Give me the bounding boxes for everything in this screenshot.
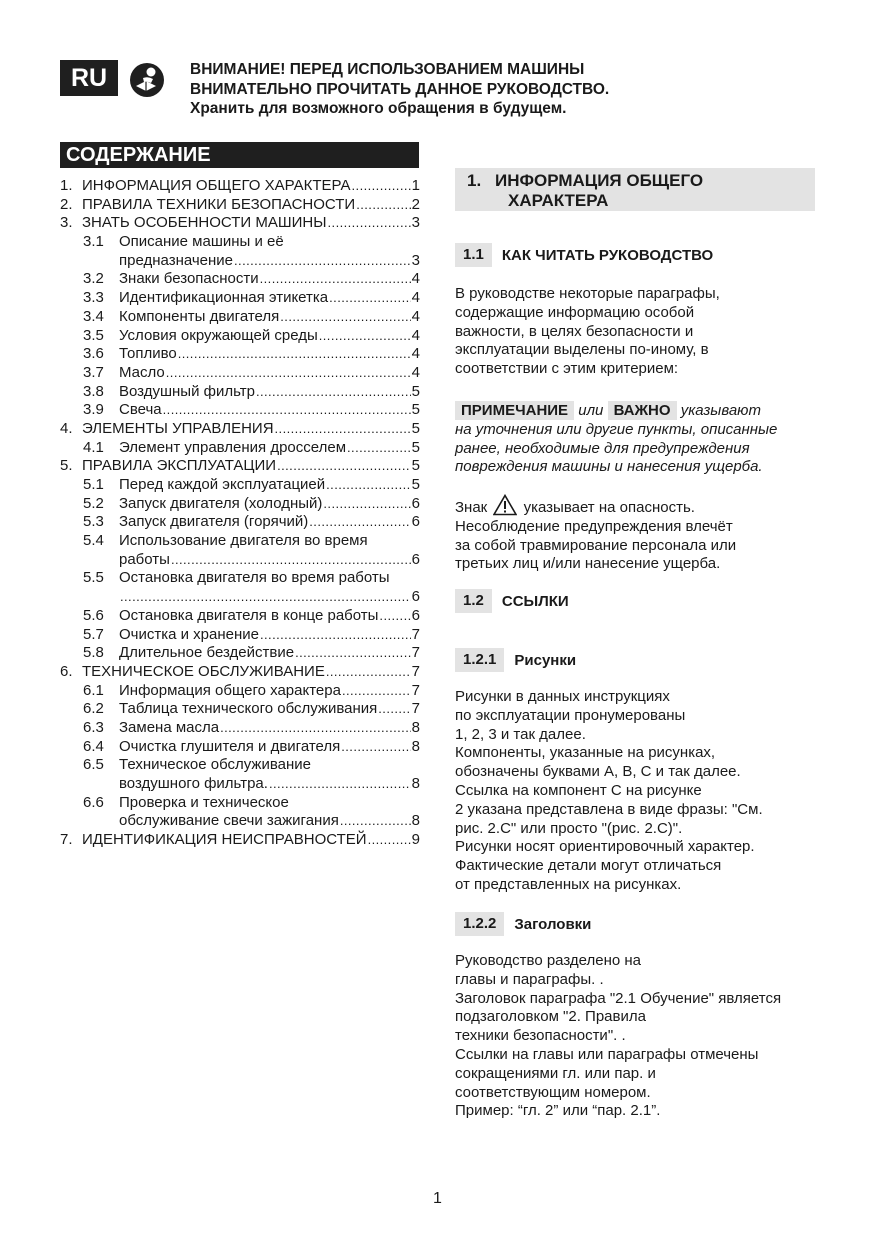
toc-leader-dots [328,214,411,233]
toc-entry-page: 8 [411,812,420,830]
toc-entry-title: ИНФОРМАЦИЯ ОБЩЕГО ХАРАКТЕРА [82,177,351,194]
toc-entry-number: 3.6 [83,345,104,363]
toc-entry-title-cont: воздушного фильтра. [119,775,268,792]
toc-leader-dots [319,327,411,346]
toc-entry-continuation [60,588,420,607]
toc-leader-dots [163,401,411,420]
toc-leader-dots [260,626,411,645]
toc-leader-dots [379,607,410,626]
toc-leader-dots [295,644,411,663]
toc-entry-page: 3 [411,251,420,269]
toc-entry-number: 3.3 [83,289,104,307]
read-manual-icon [129,62,165,98]
s122-paragraph [455,952,820,1121]
toc-entry-continuation [60,252,420,271]
table-of-contents [60,177,420,850]
text-line: соответствии с этим критерием: [455,360,679,378]
toc-leader-dots [368,831,411,850]
toc-entry-title: Компоненты двигателя [119,307,280,325]
toc-entry-page: 6 [411,494,420,512]
subsection-1-2-1-heading [455,648,576,672]
toc-leader-dots [120,588,411,607]
text-line: повреждения машины и нанесения ущерба. [455,458,763,476]
toc-entry-title: ЗНАТЬ ОСОБЕННОСТИ МАШИНЫ [82,214,327,232]
toc-entry-title: ИДЕНТИФИКАЦИЯ НЕИСПРАВНОСТЕЙ [82,831,367,849]
text-line: обозначены буквами А, В, С и так далее. [455,763,741,781]
toc-entry-page: 4 [411,326,420,344]
toc-entry-title: Остановка двигателя в конце работы [119,606,379,624]
section-1-number: 1. [467,171,482,190]
subsection-1-2-heading [455,589,569,613]
toc-entry-page: 6 [411,513,420,531]
toc-entry-title: ТЕХНИЧЕСКОЕ ОБСЛУЖИВАНИЕ [82,662,325,680]
toc-entry-number: 7. [60,831,73,849]
toc-entry [60,270,420,289]
toc-entry [60,607,420,626]
text-line: 2 указана представлена в виде фразы: "См. [455,800,763,818]
toc-entry-page: 7 [411,625,420,643]
toc-entry-page: 7 [411,662,420,680]
toc-entry-title: Использование двигателя во время [119,532,368,550]
text-line: Фактические детали могут отличаться [455,857,722,875]
toc-entry-number: 3.7 [83,363,104,381]
toc-entry-number: 6.4 [83,737,104,755]
toc-entry [60,831,420,850]
toc-entry-title: Таблица технического обслуживания [119,700,378,718]
toc-entry [60,401,420,420]
toc-entry-title-cont: предназначение [119,251,234,269]
toc-entry-number: 5.1 [83,476,104,493]
warning-paragraph [455,494,820,574]
toc-entry-number: 3.8 [83,382,104,400]
toc-leader-dots [220,719,411,738]
subsection-number: 1.2 [455,589,492,613]
toc-entry-title: Длительное бездействие [119,644,295,662]
toc-entry-number: 3. [60,214,73,232]
toc-entry-title: Проверка и техническое [119,793,289,811]
toc-entry [60,233,420,252]
toc-entry-page: 4 [411,363,420,381]
toc-entry [60,700,420,719]
toc-entry-number: 5.4 [83,532,104,550]
toc-leader-dots [329,289,411,308]
text-line: Несоблюдение предупреждения влечёт [455,517,733,535]
toc-entry-title: ПРАВИЛА ЭКСПЛУАТАЦИИ [82,457,277,475]
toc-entry-title: Воздушный фильтр [119,382,255,400]
s11-paragraph [455,285,820,379]
toc-entry-continuation [60,775,420,794]
text-line: сокращениями гл. или пар. и [455,1064,656,1082]
toc-entry [60,177,420,196]
toc-entry-page: 6 [411,588,420,606]
toc-entry [60,756,420,775]
header-line-2: ВНИМАТЕЛЬНО ПРОЧИТАТЬ ДАННОЕ РУКОВОДСТВО. [190,80,610,98]
text-line: рис. 2.С" или просто "(рис. 2.С)". [455,819,683,837]
toc-leader-dots [356,196,410,215]
toc-entry-number: 3.1 [83,233,104,251]
toc-entry [60,383,420,402]
toc-entry-title: Описание машины и её [119,233,284,251]
text-line: Рисунки носят ориентировочный характер. [455,838,755,856]
toc-leader-dots [166,364,411,383]
toc-entry-number: 6.2 [83,700,104,718]
toc-leader-dots [347,439,411,458]
toc-entry [60,289,420,308]
subsection-title: Рисунки [514,651,577,669]
text-line: Заголовок параграфа "2.1 Обучение" является [455,989,782,1007]
toc-entry-number: 5.7 [83,625,104,643]
toc-entry-title: Остановка двигателя во время работы [119,569,390,587]
toc-leader-dots [326,476,411,495]
toc-entry-title: ПРАВИЛА ТЕХНИКИ БЕЗОПАСНОСТИ [82,195,356,213]
toc-entry-title: Элемент управления дросселем [119,438,347,456]
toc-leader-dots [260,270,411,289]
text-line: подзаголовком "2. Правила [455,1008,646,1026]
toc-entry-page: 8 [411,737,420,755]
toc-leader-dots [171,551,411,570]
subsection-number: 1.2.1 [455,648,504,672]
text-line: Ссылка на компонент С на рисунке [455,781,702,799]
toc-entry-title: Запуск двигателя (горячий) [119,513,309,531]
toc-entry-number: 3.5 [83,326,104,344]
toc-entry-title: Топливо [119,345,177,363]
toc-entry-page: 8 [411,718,420,736]
toc-entry-continuation [60,812,420,831]
toc-entry [60,738,420,757]
subsection-1-1-heading [455,243,713,267]
toc-entry-page: 8 [411,775,420,792]
toc-entry-number: 6.1 [83,681,104,699]
toc-entry-page: 5 [411,457,420,475]
toc-entry-number: 1. [60,177,73,194]
toc-entry-page: 5 [411,476,420,493]
toc-entry [60,439,420,458]
toc-entry-number: 3.9 [83,401,104,419]
toc-entry-number: 6. [60,662,73,680]
toc-entry [60,644,420,663]
toc-entry [60,420,420,439]
header-line-3: Хранить для возможного обращения в будущем. [190,100,567,117]
toc-entry-page: 5 [411,419,420,437]
toc-entry-title: Информация общего характера [119,681,341,699]
page-number: 1 [433,1190,442,1207]
header-line-1: ВНИМАНИЕ! ПЕРЕД ИСПОЛЬЗОВАНИЕМ МАШИНЫ [190,61,585,78]
toc-entry-title-cont: обслуживание свечи зажигания [119,812,339,830]
toc-entry-number: 5.5 [83,569,104,587]
text-line: соответствующим номером. [455,1083,651,1101]
toc-entry-page: 9 [411,831,420,849]
section-1-heading [455,168,815,211]
text-line: Руководство разделено на [455,952,641,969]
toc-entry-page: 4 [411,345,420,363]
toc-leader-dots [234,252,411,271]
toc-entry-number: 6.3 [83,718,104,736]
text-line: Ссылки на главы или параграфы отмечены [455,1045,759,1063]
toc-title: СОДЕРЖАНИЕ [60,142,419,168]
toc-entry-page: 6 [411,550,420,568]
important-tag: ВАЖНО [608,401,677,420]
note-paragraph [455,402,825,477]
toc-entry-number: 6.5 [83,756,104,774]
toc-entry [60,345,420,364]
text-line: Пример: “гл. 2” или “пар. 2.1”. [455,1102,661,1120]
toc-leader-dots [277,457,411,476]
language-badge: RU [60,60,118,96]
subsection-1-2-2-heading [455,912,591,936]
toc-entry-number: 5.3 [83,513,104,531]
note-tag: ПРИМЕЧАНИЕ [455,401,574,420]
text-line: главы и параграфы. . [455,970,604,988]
toc-entry-number: 3.4 [83,307,104,325]
toc-entry-page: 7 [411,700,420,718]
toc-entry-number: 5. [60,457,73,475]
subsection-title: КАК ЧИТАТЬ РУКОВОДСТВО [501,246,714,264]
text-line: важности, в целях безопасности и [455,322,694,340]
toc-entry [60,196,420,215]
toc-leader-dots [275,420,411,439]
warning-triangle-icon [493,494,517,516]
note-text: указывают [680,402,761,419]
toc-leader-dots [323,495,410,514]
toc-leader-dots [352,177,411,196]
warning-prefix: Знак [455,499,488,516]
toc-entry [60,513,420,532]
text-line: третьих лиц и/или нанесение ущерба. [455,555,721,573]
toc-entry [60,364,420,383]
section-1-title-line-1: ИНФОРМАЦИЯ ОБЩЕГО [495,171,704,190]
toc-entry-page: 4 [411,307,420,325]
toc-entry-page: 7 [411,644,420,662]
toc-entry-title: Масло [119,363,165,381]
header-warning [190,60,609,119]
toc-entry-number: 6.6 [83,793,104,811]
text-line: техники безопасности". . [455,1027,626,1045]
toc-entry [60,569,420,588]
toc-entry-title: Запуск двигателя (холодный) [119,494,323,512]
toc-entry [60,719,420,738]
s121-paragraph [455,688,820,895]
toc-entry-number: 5.6 [83,606,104,624]
toc-entry-page: 5 [411,438,420,456]
toc-leader-dots [256,383,411,402]
text-line: Рисунки в данных инструкциях [455,688,670,705]
toc-entry-continuation [60,551,420,570]
toc-entry-page: 5 [411,401,420,419]
toc-leader-dots [378,700,410,719]
text-line: за собой травмирование персонала или [455,536,737,554]
toc-entry-page: 1 [411,177,420,194]
toc-entry-title: Очистка и хранение [119,625,259,643]
text-line: В руководстве некоторые параграфы, [455,285,720,302]
note-or: или [578,402,604,419]
subsection-number: 1.2.2 [455,912,504,936]
toc-entry-number: 2. [60,195,73,213]
toc-entry-number: 5.2 [83,494,104,512]
toc-leader-dots [309,513,410,532]
toc-entry-title: Условия окружающей среды [119,326,318,344]
toc-entry-page: 4 [411,270,420,288]
text-line: на уточнения или другие пункты, описанные [455,420,778,438]
toc-entry-title: Замена масла [119,718,220,736]
toc-entry [60,495,420,514]
toc-entry-page: 4 [411,289,420,307]
text-line: 1, 2, 3 и так далее. [455,725,586,743]
toc-entry [60,308,420,327]
toc-entry-page: 3 [411,214,420,232]
toc-entry-title: Идентификационная этикетка [119,289,329,307]
toc-leader-dots [340,812,411,831]
text-line: ранее, необходимые для предупреждения [455,439,750,457]
toc-entry-title: Очистка глушителя и двигателя [119,737,341,755]
toc-entry [60,532,420,551]
toc-entry-title: Знаки безопасности [119,270,259,288]
toc-entry [60,682,420,701]
toc-entry-page: 2 [411,195,420,213]
text-line: от представленных на рисунках. [455,875,682,893]
toc-leader-dots [178,345,411,364]
section-1-title-line-2: ХАРАКТЕРА [508,191,609,210]
text-line: по эксплуатации пронумерованы [455,706,686,724]
toc-entry-title: ЭЛЕМЕНТЫ УПРАВЛЕНИЯ [82,419,274,437]
toc-entry-page: 7 [411,681,420,699]
toc-entry-page: 5 [411,382,420,400]
warning-text: указывает на опасность. [523,499,695,516]
toc-entry [60,626,420,645]
text-line: эксплуатации выделены по-иному, в [455,341,709,359]
toc-entry-number: 4.1 [83,438,104,456]
toc-entry [60,794,420,813]
toc-entry-title-cont: работы [119,550,170,568]
toc-entry-page: 6 [411,606,420,624]
toc-entry-title: Техническое обслуживание [119,756,311,774]
toc-entry-title: Свеча [119,401,162,419]
toc-leader-dots [342,682,411,701]
toc-entry-number: 3.2 [83,270,104,288]
text-line: Компоненты, указанные на рисунках, [455,744,716,762]
text-line: содержащие информацию особой [455,303,695,321]
toc-leader-dots [326,663,411,682]
toc-entry [60,327,420,346]
toc-leader-dots [280,308,410,327]
subsection-title: Заголовки [514,915,592,933]
subsection-title: ССЫЛКИ [501,592,569,610]
toc-leader-dots [269,775,411,794]
subsection-number: 1.1 [455,243,492,267]
toc-entry [60,457,420,476]
toc-entry [60,476,420,495]
toc-entry-number: 4. [60,419,73,437]
toc-entry [60,214,420,233]
toc-entry-title: Перед каждой эксплуатацией [119,476,326,493]
toc-leader-dots [341,738,410,757]
toc-entry-number: 5.8 [83,644,104,662]
toc-entry [60,663,420,682]
